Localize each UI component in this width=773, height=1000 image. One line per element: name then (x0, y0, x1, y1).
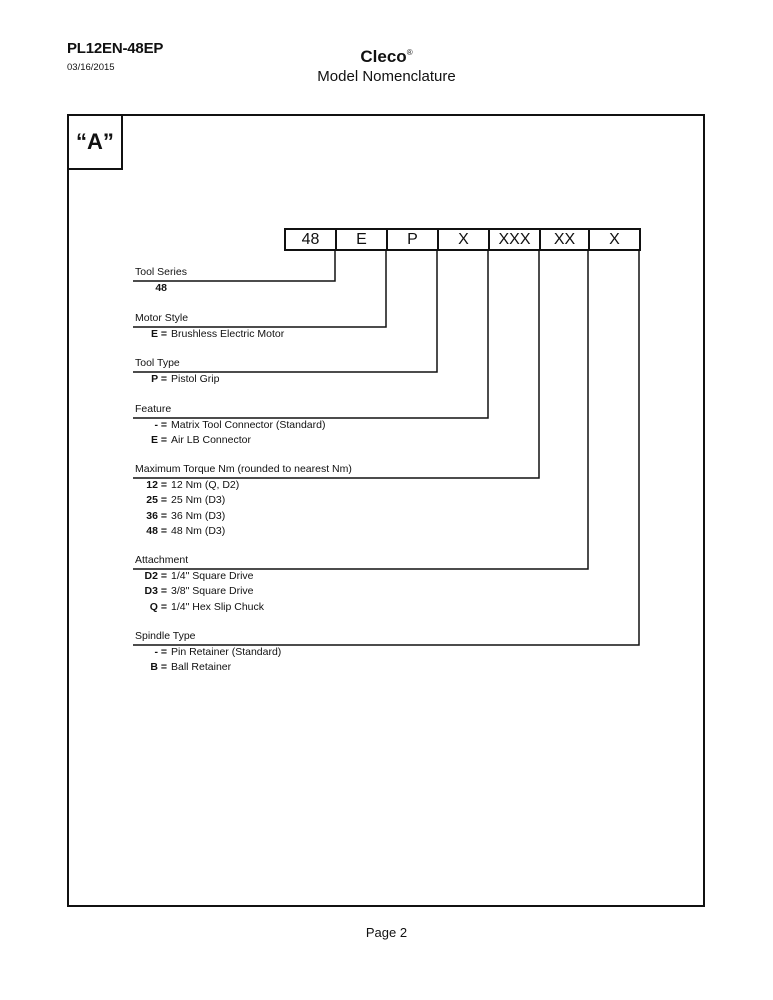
row-key: B = (150, 661, 167, 674)
section-row (120, 525, 225, 537)
row-key: - = (154, 646, 167, 658)
brand-name: Cleco (360, 47, 407, 66)
section-title: Feature (135, 403, 172, 415)
row-key: D2 = (144, 570, 167, 582)
section-row (120, 282, 171, 294)
document-id: PL12EN-48EP (67, 40, 164, 57)
registered-mark: ® (406, 48, 413, 57)
section-row (120, 434, 251, 446)
row-description: Matrix Tool Connector (Standard) (171, 419, 326, 431)
code-cell-4: XXX (488, 228, 541, 251)
section-row (120, 510, 225, 522)
row-description: 1/4" Hex Slip Chuck (171, 600, 265, 613)
code-cell-0: 48 (284, 228, 337, 251)
section-title: Tool Type (135, 357, 180, 369)
row-description: 3/8" Square Drive (171, 585, 254, 598)
code-cell-6: X (588, 228, 641, 251)
section-title: Motor Style (135, 312, 189, 324)
row-key: 48 = (146, 524, 167, 537)
row-description: Pin Retainer (Standard) (171, 646, 282, 658)
row-description: 36 Nm (D3) (171, 509, 226, 522)
row-key: P = (151, 373, 167, 385)
row-key: - = (154, 419, 167, 431)
row-description: Ball Retainer (171, 661, 232, 674)
section-title: Attachment (135, 554, 189, 566)
section-row (120, 494, 225, 506)
row-description: 1/4" Square Drive (171, 570, 254, 582)
row-key: 12 = (146, 479, 167, 491)
section-row (120, 585, 254, 597)
section-row (120, 646, 281, 658)
row-description: 25 Nm (D3) (171, 494, 226, 507)
section-title: Tool Series (135, 266, 187, 278)
row-key: 48 (155, 282, 167, 294)
row-key: D3 = (144, 585, 167, 598)
row-description: 12 Nm (Q, D2) (171, 479, 240, 491)
code-cell-3: X (437, 228, 490, 251)
document-date: 03/16/2015 (67, 62, 115, 73)
section-row (120, 328, 284, 340)
row-key: Q = (149, 600, 167, 613)
section-row (120, 661, 231, 673)
row-key: E = (150, 328, 167, 340)
row-description: Pistol Grip (171, 373, 220, 385)
section-row (120, 373, 219, 385)
row-description: 48 Nm (D3) (171, 524, 226, 537)
row-key: 25 = (146, 494, 167, 507)
section-row (120, 570, 254, 582)
section-tag: “A” (67, 114, 123, 170)
section-title: Spindle Type (135, 630, 196, 642)
code-cell-2: P (386, 228, 439, 251)
section-row (120, 479, 239, 491)
page-subtitle: Model Nomenclature (317, 68, 456, 85)
row-description: Air LB Connector (171, 434, 251, 447)
row-description: Brushless Electric Motor (171, 328, 285, 340)
section-title: Maximum Torque Nm (rounded to nearest Nm) (135, 463, 352, 475)
row-key: 36 = (146, 509, 167, 522)
code-cell-1: E (335, 228, 388, 251)
section-row (120, 601, 264, 613)
section-row (120, 419, 325, 431)
code-cell-5: XX (539, 228, 590, 251)
page-number: Page 2 (365, 925, 408, 940)
row-key: E = (150, 434, 167, 447)
